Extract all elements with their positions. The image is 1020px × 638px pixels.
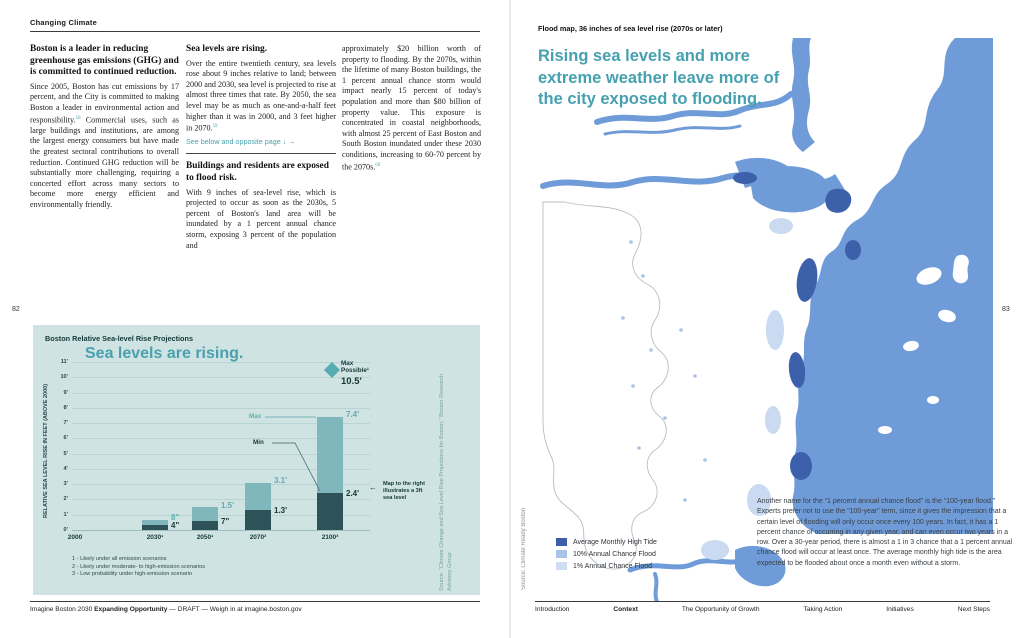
column2-heading-2: Buildings and residents are exposed to flood risk. [186, 161, 329, 184]
header-rule [30, 31, 480, 32]
footer-left [30, 606, 302, 613]
gridline [72, 530, 370, 531]
flood-patch-dark [825, 189, 851, 213]
column1-heading: Boston is a leader in reducing greenhouse gas emissions (GHG) and is committed to continued reduction. [30, 44, 179, 78]
footer-brand-bold: Expanding Opportunity [94, 606, 168, 613]
y-tick-label: 4' [63, 465, 68, 472]
chart-footnote-3: 3 - Low probability under high-emission scenario [72, 571, 193, 578]
chart-plot-area [33, 325, 480, 595]
column1-body [30, 82, 179, 211]
footnote-ref-58: 58 [75, 115, 81, 121]
annotation-max: Max [249, 413, 262, 420]
chelsea-river [792, 38, 815, 152]
y-tick-label: 2' [63, 496, 68, 503]
column2-body [186, 59, 336, 135]
bar-value-min: 2.4' [346, 489, 360, 499]
footer-rule-right [535, 601, 990, 602]
bar-segment-max [192, 507, 218, 521]
one-pct-flood-swatch-icon [556, 562, 567, 570]
y-tick-label: 0' [63, 527, 68, 533]
gridline [72, 362, 370, 363]
column2-body-text: Over the entire twentieth century, sea levels rose about 9 inches relative to land; between 2000 and 2030, sea level is projected to rise at almost three times that rate. By 2050, the sea level may be as much as one-and-a-half feet higher than it was in 2000, and 3 feet higher in 2070. [186, 58, 336, 133]
y-tick-label: 8' [63, 404, 68, 411]
bar-value-max: 7.4' [346, 410, 360, 420]
flood-patch-light [769, 218, 793, 234]
x-tick-label: 2030¹ [146, 534, 164, 541]
bar-segment-min [245, 510, 271, 530]
nav-item-taking-action[interactable]: Taking Action [803, 606, 843, 613]
gridline [72, 408, 370, 409]
gridline [72, 393, 370, 394]
legend-row [556, 550, 657, 558]
max-possible-value: 10.5' [341, 376, 362, 387]
page-number-right: 83 [1002, 306, 1010, 313]
nav-item-opportunity-of-growth[interactable]: The Opportunity of Growth [681, 606, 760, 613]
chart-source: Source: “Climate Change and Sea Level Rise Projections for Boston,” Boston Research Advisory Group [439, 373, 453, 591]
footer-nav [535, 606, 990, 613]
map-source: Source: Climate Ready Boston [521, 507, 527, 590]
bar-value-min: 4" [171, 520, 180, 530]
bar-segment-min [317, 493, 343, 530]
page-number-left: 82 [12, 306, 20, 313]
y-tick-label: 1' [63, 511, 68, 518]
flood-patch-dark [790, 452, 812, 480]
harbor-water [793, 38, 993, 534]
column3-body-text: approximately $20 billion worth of property to flooding. By the 2070s, within the lifetime of many Boston buildings, the 1 percent annual chance storm would impact nearly 15 percent of today's population and more than $80 billion of property value. This exposure is concentrated in coastal neighborhoods, with almost 25 percent of East Boston and South Boston inundated under these 2030 conditions, increasing to 60-70 percent by the 2070s. [342, 44, 481, 172]
text-column-1 [30, 44, 179, 211]
map-legend [556, 538, 657, 574]
see-below-link[interactable]: See below and opposite page ↓ → [186, 137, 296, 147]
footnote-ref-60: 60 [375, 162, 381, 168]
text-column-2 [186, 44, 336, 251]
flood-terminology-note: Another name for the “1 percent annual chance flood” is the “100-year flood.” Experts prefer not to use the “100-year” term, since it gives the impression that a certain level of flooding will only occur once every 100 years. In fact, it has a 1 percent chance of occurring in any given year, and can even occur two years in a row. Over a 30-year period, there is almost a 1 in 3 chance that a 1 percent annual chance flood will occur at least once. The average monthly high tide is the area expected to be flooded about once a month even without a storm. [757, 498, 1013, 567]
mystic-river-branch [605, 126, 740, 134]
column2-heading: Sea levels are rising. [186, 44, 268, 54]
y-tick-label: 9' [63, 389, 68, 396]
bar-value-max: 8" [171, 513, 180, 523]
legend-label: Average Monthly High Tide [573, 538, 657, 546]
footnote-ref-59: 59 [212, 124, 218, 130]
sea-level-chart-panel [33, 325, 480, 595]
gridline [72, 377, 370, 378]
nav-item-introduction[interactable]: Introduction [535, 606, 570, 613]
bar-segment-min [192, 521, 218, 530]
chart-footnotes [72, 556, 205, 579]
column1-body-text: Since 2005, Boston has cut emissions by 17 percent, and the City is committed to making Boston a leader in environmental action and responsibility. [30, 81, 179, 125]
nav-item-next-steps[interactable]: Next Steps [957, 606, 990, 613]
bar-segment-max [245, 483, 271, 510]
x-tick-label: 2000 [67, 534, 83, 541]
flood-patch-dark [733, 172, 757, 184]
x-tick-label: 2070² [249, 534, 267, 541]
column3-body [342, 44, 481, 173]
left-arrow-icon: ← [369, 483, 377, 492]
x-tick-label: 2100³ [321, 534, 339, 541]
bar-value-max: 3.1' [274, 476, 288, 486]
nav-item-context[interactable]: Context [613, 606, 638, 613]
bar-segment-max [317, 417, 343, 493]
map-reference-note: Map to the right illustrates a 3ft sea level [383, 481, 425, 501]
flood-patch-light [766, 310, 784, 350]
bar-segment-min [142, 525, 168, 530]
bar-value-min: 1.3' [274, 506, 288, 516]
section-eyebrow: Changing Climate [30, 18, 97, 27]
y-tick-label: 3' [63, 481, 68, 488]
y-tick-label: 6' [63, 435, 68, 442]
footer-brand: Imagine Boston 2030 [30, 606, 95, 613]
column2-body-2: With 9 inches of sea-level rise, which is projected to occur as soon as the 2030s, 5 percent of Boston's land area will be inundated by a 1 percent annual chance storm, exposing 3 percent of the population and [186, 187, 336, 250]
chart-footnote-2: 2 - Likely under moderate- to high-emission scenarios [72, 563, 206, 570]
y-tick-label: 10' [60, 374, 68, 381]
chart-footnote-1: 1 - Likely under all emission scenarios [72, 556, 167, 562]
flood-map-header: Flood map, 36 inches of sea level rise (2070s or later) [538, 24, 723, 33]
page-headline: Rising sea levels and more extreme weather leave more of the city exposed to flooding. [538, 47, 780, 108]
y-tick-label: 11' [60, 359, 68, 365]
y-tick-label: 5' [63, 450, 68, 457]
y-tick-label: 7' [63, 420, 68, 427]
high-tide-swatch-icon [556, 538, 567, 546]
charles-basin [757, 170, 793, 184]
city-boundary [543, 202, 668, 569]
flood-patch-dark [845, 240, 861, 260]
legend-label: 1% Annual Chance Flood [573, 562, 652, 570]
footer-rule-left [30, 601, 480, 602]
chart-title: Sea levels are rising. [85, 345, 244, 362]
flood-patch-light [765, 406, 781, 434]
bottom-stream [655, 574, 657, 602]
column1-body-text-2: Commercial uses, such as large buildings and institutions, are among the largest energy consumers but have made the greatest sectoral contributions to overall reduction. Continued GHG reduction will be substantially more challenging, requiring a concerted effort across many sectors to become more energy efficient and environmentally friendly. [30, 115, 179, 209]
legend-row [556, 538, 657, 546]
chart-y-axis-label: RELATIVE SEA LEVEL RISE IN FEET (ABOVE 2000) [43, 383, 49, 519]
bar-value-min: 7" [221, 517, 230, 527]
x-tick-label: 2050¹ [196, 534, 214, 541]
column2-divider [186, 153, 336, 154]
flood-patch-light [701, 540, 729, 560]
text-column-3 [342, 44, 481, 173]
bar-value-max: 1.5' [221, 500, 235, 510]
footer-draft-note: — DRAFT — Weigh in at imagine.boston.gov [167, 606, 302, 613]
legend-label: 10% Annual Chance Flood [573, 550, 656, 558]
chart-header: Boston Relative Sea-level Rise Projections [45, 334, 194, 343]
nav-item-initiatives[interactable]: Initiatives [886, 606, 914, 613]
ten-pct-flood-swatch-icon [556, 550, 567, 558]
annotation-min: Min [253, 439, 264, 446]
max-possible-label: Max Possible¹ [341, 360, 369, 375]
legend-row [556, 562, 657, 570]
